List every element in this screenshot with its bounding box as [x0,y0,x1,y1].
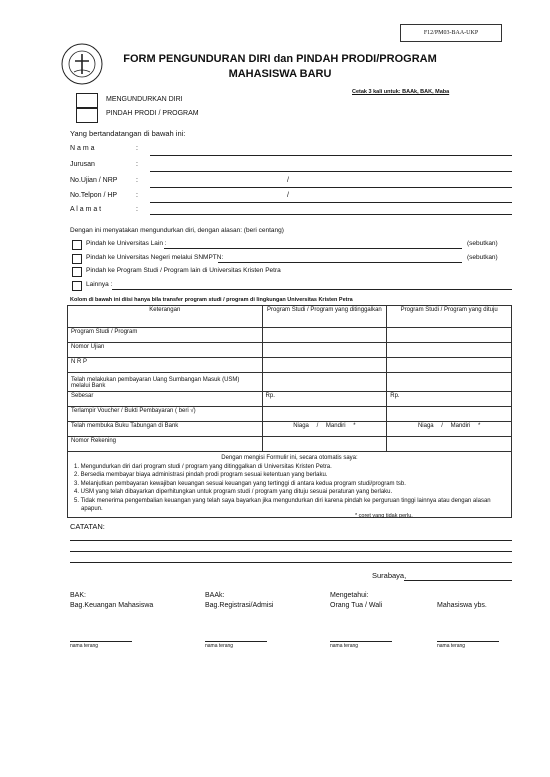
city-date-label: Surabaya, [372,571,407,580]
field-colon: : [136,177,138,184]
sign-role-student: Mahasiswa ybs. [437,602,487,609]
sign-name-caption: nama terang [330,643,359,649]
field-label-name: N a m a [70,145,95,152]
sign-top-baak: BAAk: [205,592,225,599]
reason-label-snmptn: Pindah ke Universitas Negeri melalui SNMPTN: [86,254,224,261]
reason-suffix: (sebutkan) [467,254,498,261]
reason-snmptn-input[interactable] [218,262,462,263]
reason-checkbox-internal-transfer[interactable] [72,267,82,277]
agreement-item: 2. Bersedia membayar biaya administrasi pindah prodi program sesuai ketentuan yang berlaku. [74,472,328,478]
table-cell-input[interactable] [262,437,387,452]
field-colon: : [136,192,138,199]
table-cell-input[interactable] [387,358,512,373]
document-code: F12/PM03-BAA-UKP [400,24,502,42]
sign-name-caption: nama terang [437,643,466,649]
option-label-transfer: PINDAH PRODI / PROGRAM [106,110,199,117]
table-cell-label: Nomor Rekening [68,437,263,452]
signature-line-parent[interactable] [330,641,392,642]
table-header: Program Studi / Program yang ditinggalkan [262,306,387,328]
table-row [68,422,512,437]
signature-line-finance[interactable] [70,641,132,642]
field-colon: : [136,206,138,213]
date-input[interactable] [404,580,512,581]
table-cell-label: Nomor Ujian [68,343,263,358]
reason-label-other: Lainnya : [86,281,113,288]
table-header: Program Studi / Program yang dituju [387,306,512,328]
catatan-line[interactable] [70,540,512,541]
table-cell-input[interactable]: Rp. [262,392,387,407]
copy-note: Cetak 3 kali untuk: BAAk, BAK, Maba [352,89,450,95]
option-checkbox-transfer[interactable] [76,107,98,123]
option-label-resign: MENGUNDURKAN DIRI [106,96,183,103]
table-note: Kolom di bawah ini diisi hanya bila transfer program studi / program di lingkungan Universitas Kristen Petra [70,297,353,303]
table-cell-input[interactable] [262,328,387,343]
intro-text: Yang bertandatangan di bawah ini: [70,129,186,138]
agreement-item: 3. Melanjutkan pembayaran kewajiban keuangan sesuai keuangan yang tertinggi di antara kedua program studi/program tsb. [74,480,406,487]
title-line-1: FORM PENGUNDURAN DIRI dan PINDAH PRODI/PROGRAM [123,53,437,65]
field-phone-input[interactable] [150,202,512,203]
table-cell-input[interactable] [387,437,512,452]
table-row [68,437,512,452]
table-row [68,392,512,407]
footnote: * coret yang tidak perlu. [355,513,413,519]
sign-top-known: Mengetahui: [330,592,369,599]
table-cell-checkbox[interactable] [387,407,512,422]
table-row [68,407,512,422]
table-cell-input[interactable] [262,358,387,373]
sign-role-registration: Bag.Registrasi/Admisi [205,602,274,609]
catatan-line[interactable] [70,562,512,563]
table-cell-input[interactable] [262,343,387,358]
reason-suffix: (sebutkan) [467,240,498,247]
sign-role-finance: Bag.Keuangan Mahasiswa [70,602,154,609]
field-name-input[interactable] [150,155,512,156]
catatan-label: CATATAN: [70,522,105,531]
reason-label-internal-transfer: Pindah ke Program Studi / Program lain di Universitas Kristen Petra [86,267,281,274]
table-cell-bank-choice[interactable]: Niaga / Mandiri * [262,422,387,437]
signature-line-student[interactable] [437,641,499,642]
field-colon: : [136,145,138,152]
table-cell-label: N R P [68,358,263,373]
table-row [68,373,512,392]
table-header: Keterangan [68,306,263,328]
table-cell-label: Program Studi / Program [68,328,263,343]
table-cell-label: Telah melakukan pembayaran Uang Sumbangan Masuk (USM) melalui Bank [68,373,263,392]
table-cell-input[interactable]: Rp. [387,392,512,407]
field-exam-nrp-input[interactable] [150,187,512,188]
reason-checkbox-other[interactable] [72,281,82,291]
field-slash: / [287,177,289,184]
table-row [68,328,512,343]
table-cell-label: Terlampir Voucher / Bukti Pembayaran ( beri √) [68,407,263,422]
table-cell-input[interactable] [387,373,512,392]
reason-other-input[interactable] [112,289,512,290]
title-line-2: MAHASISWA BARU [228,68,332,80]
agreement-cell [68,452,512,518]
sign-name-caption: nama terang [70,643,99,649]
table-cell-input[interactable] [262,373,387,392]
field-colon: : [136,161,138,168]
field-slash: / [287,192,289,199]
field-label-exam-nrp: No.Ujian / NRP [70,177,118,184]
field-address-input[interactable] [150,214,512,215]
field-label-address: A l a m a t [70,206,102,213]
transfer-table [67,305,512,518]
table-cell-label: Telah membuka Buku Tabungan di Bank [68,422,263,437]
field-major-input[interactable] [150,171,512,172]
reason-checkbox-other-university[interactable] [72,240,82,250]
sign-top-bak: BAK: [70,592,86,599]
table-cell-input[interactable] [387,343,512,358]
university-seal-logo [60,42,104,86]
sign-role-parent: Orang Tua / Wali [330,602,383,609]
signature-line-registration[interactable] [205,641,267,642]
agreement-item: 4. USM yang telah dibayarkan diperhitungkan untuk program studi / program yang dituju sesuai peraturan yang berlaku. [74,489,393,495]
reason-other-university-input[interactable] [164,248,462,249]
table-row [68,358,512,373]
reason-label-other-university: Pindah ke Universitas Lain : [86,240,167,247]
reason-intro: Dengan ini menyatakan mengundurkan diri, dengan alasan: (beri centang) [70,227,284,234]
table-row [68,343,512,358]
form-title [110,52,450,82]
field-label-phone: No.Telpon / HP [70,192,118,199]
table-cell-label: Sebesar [68,392,263,407]
sign-name-caption: nama terang [205,643,234,649]
agreement-intro: Dengan mengisi Formulir ini, secara otomatis saya: [221,455,358,461]
reason-checkbox-snmptn[interactable] [72,254,82,264]
table-cell-checkbox[interactable] [262,407,387,422]
agreement-item: 5. Tidak menerima pengembalian keuangan yang telah saya bayarkan jika mengundurkan diri karena pindah ke perguruan tinggi lainnya atau dengan alasan apapun. [74,497,491,512]
table-cell-bank-choice[interactable]: Niaga / Mandiri * [387,422,512,437]
catatan-line[interactable] [70,551,512,552]
agreement-item: 1. Mengundurkan diri dari program studi / program yang ditinggalkan di Universitas Kristen Petra. [74,463,332,470]
table-row [68,452,512,518]
field-label-major: Jurusan [70,161,95,168]
table-cell-input[interactable] [387,328,512,343]
